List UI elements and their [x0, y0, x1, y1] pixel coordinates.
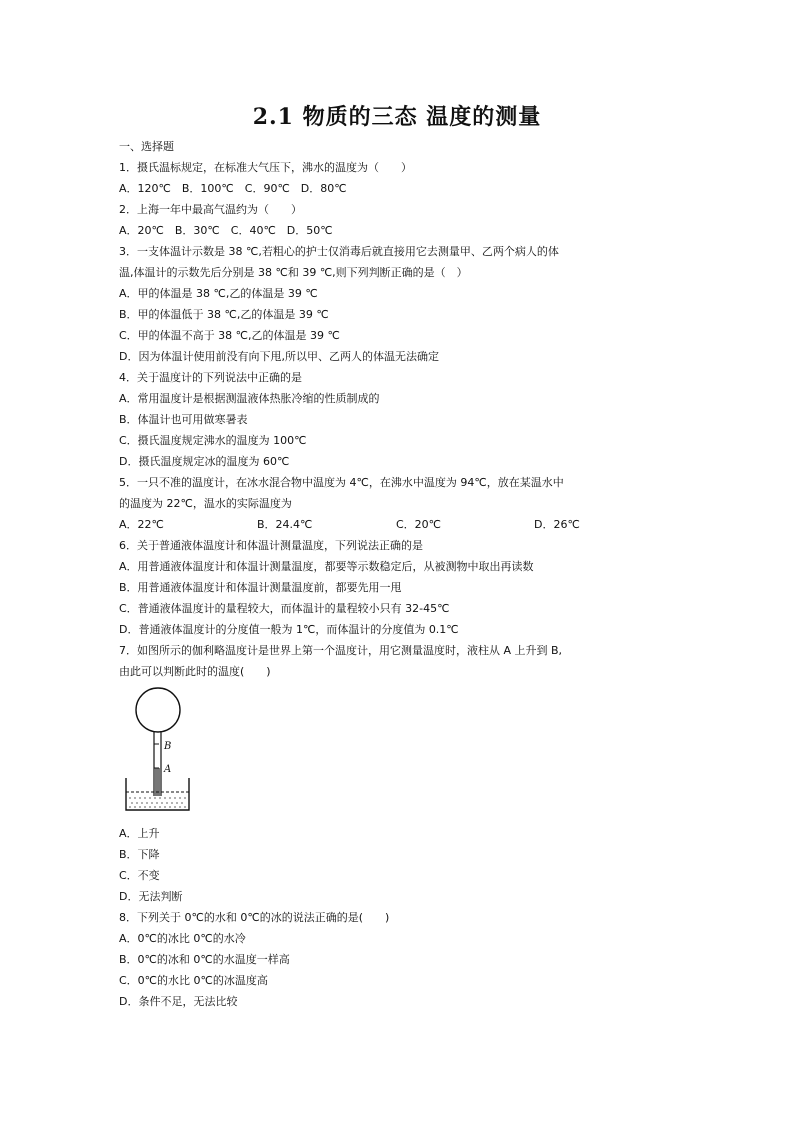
q8-stem: 8．下列关于 0℃的水和 0℃的冰的说法正确的是( ): [119, 911, 390, 924]
q2-options: A．20℃ B．30℃ C．40℃ D．50℃: [119, 224, 333, 237]
q3-option-b: B．甲的体温低于 38 ℃,乙的体温是 39 ℃: [119, 308, 329, 321]
galileo-thermometer-figure: [123, 686, 203, 814]
q7-stem-line2: 由此可以判断此时的温度( ): [119, 665, 271, 678]
q4-stem: 4．关于温度计的下列说法中正确的是: [119, 371, 302, 384]
q8-option-d: D．条件不足，无法比较: [119, 995, 238, 1008]
q1-stem: 1．摄氏温标规定，在标准大气压下，沸水的温度为（ ）: [119, 161, 412, 174]
q6-option-b: B．用普通液体温度计和体温计测量温度前，都要先用一甩: [119, 581, 402, 594]
thermometer-bulb: [136, 688, 180, 732]
q2-stem: 2．上海一年中最高气温约为（ ）: [119, 203, 302, 216]
q8-option-a: A．0℃的冰比 0℃的水冷: [119, 932, 246, 945]
q7-option-c: C．不变: [119, 869, 160, 882]
q5-stem-line2: 的温度为 22℃，温水的实际温度为: [119, 497, 292, 510]
q4-option-b: B．体温计也可用做寒暑表: [119, 413, 248, 426]
q4-option-a: A．常用温度计是根据测温液体热胀冷缩的性质制成的: [119, 392, 380, 405]
page-title: 2.1 物质的三态 温度的测量: [252, 104, 542, 130]
q8-option-b: B．0℃的冰和 0℃的水温度一样高: [119, 953, 290, 966]
q3-option-d: D．因为体温计使用前没有向下甩,所以甲、乙两人的体温无法确定: [119, 350, 439, 363]
q4-option-d: D．摄氏温度规定冰的温度为 60℃: [119, 455, 290, 468]
q7-option-d: D．无法判断: [119, 890, 183, 903]
q7-option-a: A．上升: [119, 827, 160, 840]
q6-option-c: C．普通液体温度计的量程较大，而体温计的量程较小只有 32-45℃: [119, 602, 450, 615]
q3-stem-line1: 3．一支体温计示数是 38 ℃,若粗心的护士仅消毒后就直接用它去测量甲、乙两个病人的体: [119, 245, 559, 258]
section-heading: 一、选择题: [119, 140, 174, 153]
q5-options: [119, 515, 689, 535]
label-b: B: [164, 741, 172, 752]
q3-option-c: C．甲的体温不高于 38 ℃,乙的体温是 39 ℃: [119, 329, 340, 342]
q6-option-a: A．用普通液体温度计和体温计测量温度，都要等示数稳定后，从被测物中取出再读数: [119, 560, 534, 573]
q5-option-d: D．26℃: [534, 518, 580, 531]
q5-option-a: A．22℃: [119, 518, 164, 531]
q8-option-c: C．0℃的水比 0℃的冰温度高: [119, 974, 268, 987]
q4-option-c: C．摄氏温度规定沸水的温度为 100℃: [119, 434, 307, 447]
q6-stem: 6．关于普通液体温度计和体温计测量温度，下列说法正确的是: [119, 539, 423, 552]
q1-options: A．120℃ B．100℃ C．90℃ D．80℃: [119, 182, 347, 195]
q5-option-c: C．20℃: [396, 518, 442, 531]
label-a: A: [164, 764, 172, 775]
q7-option-b: B．下降: [119, 848, 160, 861]
q3-option-a: A．甲的体温是 38 ℃,乙的体温是 39 ℃: [119, 287, 318, 300]
q3-stem-line2: 温,体温计的示数先后分别是 38 ℃和 39 ℃,则下列判断正确的是（ ）: [119, 266, 468, 279]
q7-stem-line1: 7．如图所示的伽利略温度计是世界上第一个温度计，用它测量温度时，液柱从 A 上升到 B,: [119, 644, 563, 657]
q5-stem-line1: 5．一只不准的温度计，在冰水混合物中温度为 4℃，在沸水中温度为 94℃，放在某温水中: [119, 476, 564, 489]
q6-option-d: D．普通液体温度计的分度值一般为 1℃，而体温计的分度值为 0.1℃: [119, 623, 459, 636]
q5-option-b: B．24.4℃: [257, 518, 313, 531]
